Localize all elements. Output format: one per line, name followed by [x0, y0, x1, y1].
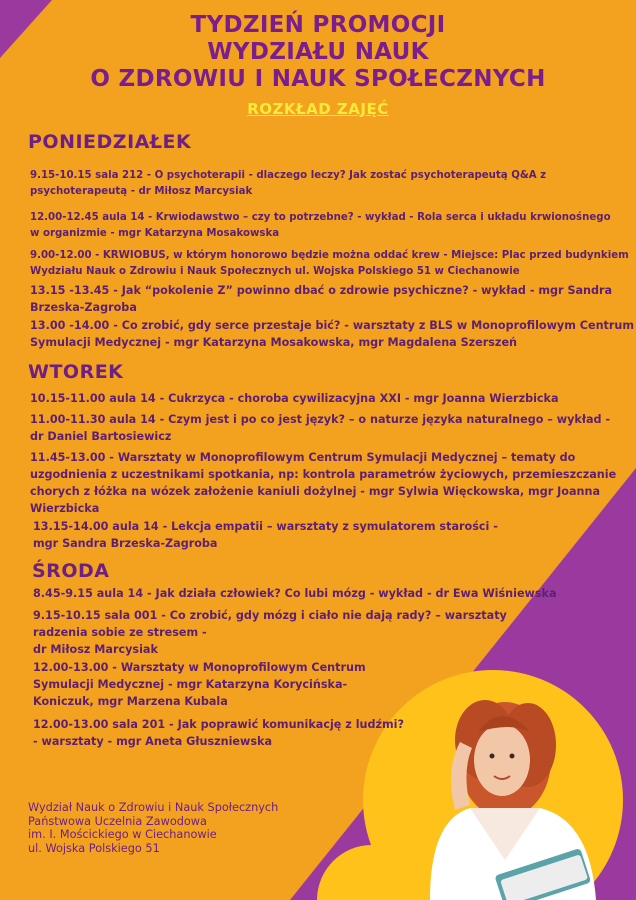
schedule-event: 10.15-11.00 aula 14 - Cukrzyca - choroba cywilizacyjna XXI - mgr Joanna Wierzbicka [30, 392, 559, 405]
schedule-subtitle: ROZKŁAD ZAJĘĆ [247, 100, 389, 118]
schedule-event: 12.00-12.45 aula 14 - Krwiodawstwo – czy to potrzebne? - wykład - Rola serca i układu krwionośnego w organizmie - mgr Katarzyna Mosakowska [30, 212, 611, 239]
schedule-event: 11.00-11.30 aula 14 - Czym jest i po co jest język? – o naturze języka naturalnego – wykład - dr Daniel Bartosiewicz [30, 413, 611, 443]
address-line: Wydział Nauk o Zdrowiu i Nauk Społecznych [28, 801, 279, 814]
schedule-event: 9.15-10.15 sala 001 - Co zrobić, gdy mózg i ciało nie dają rady? – warsztaty radzenia sobie ze stresem - dr Miłosz Marcysiak [33, 609, 507, 656]
address-line: ul. Wojska Polskiego 51 [28, 841, 160, 855]
day-heading-monday: PONIEDZIAŁEK [28, 131, 192, 153]
schedule-event: 8.45-9.15 aula 14 - Jak działa człowiek? Co lubi mózg - wykład - dr Ewa Wiśniewska [33, 587, 557, 600]
schedule-event: 12.00-13.00 sala 201 - Jak poprawić komunikację z ludźmi? - warsztaty - mgr Aneta Głuszniewska [33, 718, 404, 748]
day-heading-wednesday: ŚRODA [32, 560, 110, 582]
poster-title-line-2: WYDZIAŁU NAUK [207, 39, 429, 65]
schedule-event: 11.45-13.00 - Warsztaty w Monoprofilowym Centrum Symulacji Medycznej – tematy do uzgodnienia z uczestnikami spotkania, np: kontrola parametrów życiowych, przemieszczanie chorych z łóżka na wózek założenie kaniuli dożylnej - mgr Sylwia Więckowska, mgr Joanna Wierzbicka [30, 451, 617, 515]
poster-title-line-1: TYDZIEŃ PROMOCJI [190, 12, 446, 38]
address-line: Państwowa Uczelnia Zawodowa [28, 814, 207, 828]
schedule-event: 13.15-14.00 aula 14 - Lekcja empatii – warsztaty z symulatorem starości - mgr Sandra Brzeska-Zagroba [33, 520, 498, 550]
schedule-event: 13.00 -14.00 - Co zrobić, gdy serce przestaje bić? - warsztaty z BLS w Monoprofilowym Centrum Symulacji Medycznej - mgr Katarzyna Mosakowska, mgr Magdalena Szerszeń [30, 319, 635, 349]
poster-title-line-3: O ZDROWIU I NAUK SPOŁECZNYCH [90, 66, 546, 92]
schedule-event: 9.15-10.15 sala 212 - O psychoterapii - dlaczego leczy? Jak zostać psychoterapeutą Q&A z psychoterapeutą - dr Miłosz Marcysiak [30, 170, 547, 197]
schedule-event: 12.00-13.00 - Warsztaty w Monoprofilowym Centrum Symulacji Medycznej - mgr Katarzyna Korycińska- Koniczuk, mgr Marzena Kubala [33, 661, 366, 708]
institution-address [28, 801, 278, 855]
schedule-event: 9.00-12.00 - KRWIOBUS, w którym honorowo będzie można oddać krew - Miejsce: Plac przed budynkiem Wydziału Nauk o Zdrowiu i Nauk Społecznych ul. Wojska Polskiego 51 w Ciechanowie [30, 250, 629, 277]
day-heading-tuesday: WTOREK [28, 361, 124, 383]
schedule-event: 13.15 -13.45 - Jak “pokolenie Z” powinno dbać o zdrowie psychiczne? - wykład - mgr Sandra Brzeska-Zagroba [30, 284, 613, 314]
address-line: im. I. Mościckiego w Ciechanowie [28, 828, 217, 841]
